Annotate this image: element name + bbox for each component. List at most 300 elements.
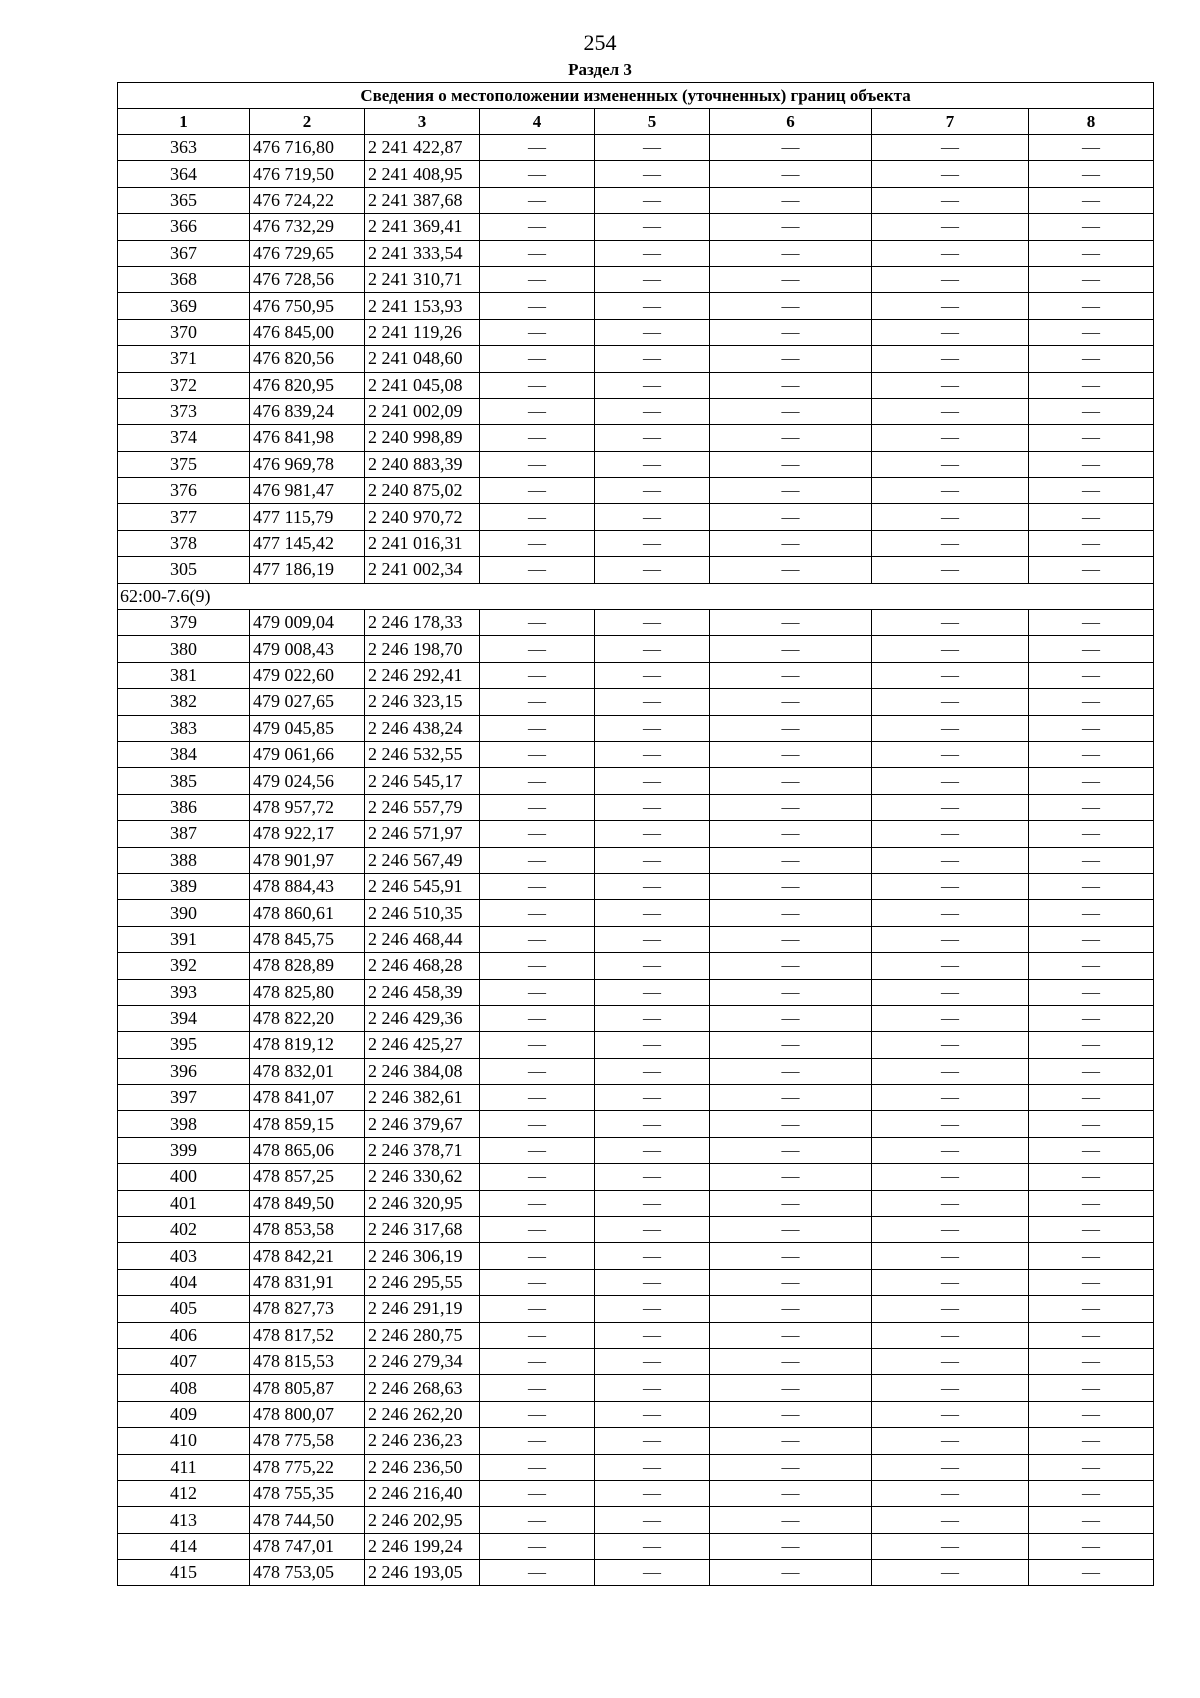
empty-value-cell: — (480, 451, 595, 477)
table-row (118, 372, 1154, 398)
empty-value-cell: — (595, 530, 710, 556)
table-row (118, 504, 1154, 530)
point-number-cell: 394 (118, 1005, 250, 1031)
empty-value-cell: — (595, 1560, 710, 1586)
y-coordinate-cell: 2 240 883,39 (365, 451, 480, 477)
empty-value-cell: — (872, 847, 1029, 873)
y-coordinate-cell: 2 241 369,41 (365, 214, 480, 240)
empty-value-cell: — (1029, 1428, 1154, 1454)
x-coordinate-cell: 477 145,42 (250, 530, 365, 556)
empty-value-cell: — (480, 1560, 595, 1586)
y-coordinate-cell: 2 246 571,97 (365, 821, 480, 847)
table-row (118, 926, 1154, 952)
empty-value-cell: — (595, 979, 710, 1005)
empty-value-cell: — (872, 1111, 1029, 1137)
empty-value-cell: — (872, 926, 1029, 952)
y-coordinate-cell: 2 246 468,28 (365, 953, 480, 979)
empty-value-cell: — (595, 1217, 710, 1243)
table-row (118, 1480, 1154, 1506)
empty-value-cell: — (595, 319, 710, 345)
table-row (118, 1560, 1154, 1586)
empty-value-cell: — (480, 530, 595, 556)
empty-value-cell: — (595, 1111, 710, 1137)
empty-value-cell: — (595, 662, 710, 688)
empty-value-cell: — (872, 214, 1029, 240)
y-coordinate-cell: 2 246 458,39 (365, 979, 480, 1005)
point-number-cell: 401 (118, 1190, 250, 1216)
point-number-cell: 404 (118, 1269, 250, 1295)
x-coordinate-cell: 476 716,80 (250, 135, 365, 161)
empty-value-cell: — (1029, 1507, 1154, 1533)
empty-value-cell: — (480, 1111, 595, 1137)
table-row (118, 1348, 1154, 1374)
empty-value-cell: — (595, 504, 710, 530)
table-row (118, 214, 1154, 240)
empty-value-cell: — (872, 610, 1029, 636)
column-header: 1 (118, 109, 250, 135)
table-row (118, 953, 1154, 979)
empty-value-cell: — (710, 873, 872, 899)
empty-value-cell: — (595, 1454, 710, 1480)
table-row (118, 1507, 1154, 1533)
empty-value-cell: — (480, 1428, 595, 1454)
empty-value-cell: — (480, 1137, 595, 1163)
y-coordinate-cell: 2 246 330,62 (365, 1164, 480, 1190)
x-coordinate-cell: 478 747,01 (250, 1533, 365, 1559)
empty-value-cell: — (595, 1533, 710, 1559)
empty-value-cell: — (1029, 662, 1154, 688)
empty-value-cell: — (872, 1401, 1029, 1427)
empty-value-cell: — (710, 319, 872, 345)
empty-value-cell: — (480, 1190, 595, 1216)
empty-value-cell: — (480, 1005, 595, 1031)
point-number-cell: 415 (118, 1560, 250, 1586)
empty-value-cell: — (595, 1243, 710, 1269)
empty-value-cell: — (595, 873, 710, 899)
table-row (118, 794, 1154, 820)
y-coordinate-cell: 2 246 382,61 (365, 1085, 480, 1111)
empty-value-cell: — (595, 135, 710, 161)
table-row (118, 873, 1154, 899)
table-row (118, 557, 1154, 583)
empty-value-cell: — (872, 1032, 1029, 1058)
empty-value-cell: — (595, 1375, 710, 1401)
table-row (118, 979, 1154, 1005)
y-coordinate-cell: 2 241 002,09 (365, 398, 480, 424)
empty-value-cell: — (480, 372, 595, 398)
empty-value-cell: — (710, 214, 872, 240)
empty-value-cell: — (1029, 979, 1154, 1005)
y-coordinate-cell: 2 246 236,50 (365, 1454, 480, 1480)
y-coordinate-cell: 2 246 323,15 (365, 689, 480, 715)
x-coordinate-cell: 478 901,97 (250, 847, 365, 873)
empty-value-cell: — (595, 610, 710, 636)
empty-value-cell: — (480, 636, 595, 662)
empty-value-cell: — (595, 715, 710, 741)
column-header: 7 (872, 109, 1029, 135)
empty-value-cell: — (595, 478, 710, 504)
empty-value-cell: — (710, 1375, 872, 1401)
empty-value-cell: — (1029, 1137, 1154, 1163)
x-coordinate-cell: 478 922,17 (250, 821, 365, 847)
table-header-row (118, 109, 1154, 135)
x-coordinate-cell: 476 728,56 (250, 266, 365, 292)
point-number-cell: 400 (118, 1164, 250, 1190)
empty-value-cell: — (595, 1296, 710, 1322)
x-coordinate-cell: 476 820,95 (250, 372, 365, 398)
point-number-cell: 374 (118, 425, 250, 451)
y-coordinate-cell: 2 246 295,55 (365, 1269, 480, 1295)
point-number-cell: 365 (118, 187, 250, 213)
empty-value-cell: — (710, 768, 872, 794)
table-row (118, 346, 1154, 372)
point-number-cell: 397 (118, 1085, 250, 1111)
empty-value-cell: — (872, 1533, 1029, 1559)
table-row (118, 1375, 1154, 1401)
empty-value-cell: — (595, 293, 710, 319)
empty-value-cell: — (480, 1217, 595, 1243)
point-number-cell: 391 (118, 926, 250, 952)
empty-value-cell: — (595, 1507, 710, 1533)
empty-value-cell: — (595, 372, 710, 398)
empty-value-cell: — (480, 1401, 595, 1427)
empty-value-cell: — (595, 398, 710, 424)
empty-value-cell: — (1029, 1296, 1154, 1322)
empty-value-cell: — (710, 610, 872, 636)
empty-value-cell: — (480, 1348, 595, 1374)
point-number-cell: 372 (118, 372, 250, 398)
empty-value-cell: — (1029, 161, 1154, 187)
empty-value-cell: — (710, 741, 872, 767)
table-row (118, 319, 1154, 345)
empty-value-cell: — (710, 926, 872, 952)
table-row (118, 135, 1154, 161)
empty-value-cell: — (1029, 873, 1154, 899)
empty-value-cell: — (480, 979, 595, 1005)
y-coordinate-cell: 2 246 178,33 (365, 610, 480, 636)
point-number-cell: 381 (118, 662, 250, 688)
empty-value-cell: — (595, 266, 710, 292)
table-row (118, 1296, 1154, 1322)
empty-value-cell: — (872, 1217, 1029, 1243)
empty-value-cell: — (1029, 214, 1154, 240)
y-coordinate-cell: 2 246 202,95 (365, 1507, 480, 1533)
table-row (118, 1085, 1154, 1111)
empty-value-cell: — (1029, 1111, 1154, 1137)
empty-value-cell: — (710, 953, 872, 979)
y-coordinate-cell: 2 241 048,60 (365, 346, 480, 372)
point-number-cell: 383 (118, 715, 250, 741)
point-number-cell: 384 (118, 741, 250, 767)
x-coordinate-cell: 479 024,56 (250, 768, 365, 794)
empty-value-cell: — (710, 689, 872, 715)
y-coordinate-cell: 2 246 429,36 (365, 1005, 480, 1031)
table-row (118, 161, 1154, 187)
table-row (118, 1190, 1154, 1216)
empty-value-cell: — (872, 319, 1029, 345)
x-coordinate-cell: 478 753,05 (250, 1560, 365, 1586)
empty-value-cell: — (872, 873, 1029, 899)
empty-value-cell: — (872, 900, 1029, 926)
y-coordinate-cell: 2 246 438,24 (365, 715, 480, 741)
empty-value-cell: — (1029, 504, 1154, 530)
x-coordinate-cell: 478 845,75 (250, 926, 365, 952)
empty-value-cell: — (595, 451, 710, 477)
empty-value-cell: — (872, 662, 1029, 688)
table-row (118, 530, 1154, 556)
x-coordinate-cell: 478 805,87 (250, 1375, 365, 1401)
empty-value-cell: — (480, 135, 595, 161)
empty-value-cell: — (480, 1507, 595, 1533)
empty-value-cell: — (1029, 478, 1154, 504)
empty-value-cell: — (1029, 187, 1154, 213)
point-number-cell: 396 (118, 1058, 250, 1084)
y-coordinate-cell: 2 246 379,67 (365, 1111, 480, 1137)
empty-value-cell: — (480, 398, 595, 424)
point-number-cell: 380 (118, 636, 250, 662)
x-coordinate-cell: 476 841,98 (250, 425, 365, 451)
empty-value-cell: — (595, 821, 710, 847)
y-coordinate-cell: 2 241 408,95 (365, 161, 480, 187)
x-coordinate-cell: 478 828,89 (250, 953, 365, 979)
empty-value-cell: — (480, 689, 595, 715)
x-coordinate-cell: 478 865,06 (250, 1137, 365, 1163)
x-coordinate-cell: 476 732,29 (250, 214, 365, 240)
section-title: Раздел 3 (568, 60, 632, 79)
empty-value-cell: — (480, 1085, 595, 1111)
empty-value-cell: — (480, 266, 595, 292)
table-row (118, 847, 1154, 873)
empty-value-cell: — (1029, 293, 1154, 319)
x-coordinate-cell: 479 022,60 (250, 662, 365, 688)
empty-value-cell: — (480, 900, 595, 926)
column-header: 3 (365, 109, 480, 135)
empty-value-cell: — (710, 1005, 872, 1031)
empty-value-cell: — (1029, 636, 1154, 662)
point-number-cell: 388 (118, 847, 250, 873)
empty-value-cell: — (1029, 768, 1154, 794)
empty-value-cell: — (872, 1269, 1029, 1295)
empty-value-cell: — (480, 1269, 595, 1295)
page-number: 254 (583, 30, 617, 55)
empty-value-cell: — (872, 240, 1029, 266)
table-row (118, 741, 1154, 767)
empty-value-cell: — (595, 1428, 710, 1454)
empty-value-cell: — (480, 847, 595, 873)
empty-value-cell: — (595, 1401, 710, 1427)
empty-value-cell: — (710, 398, 872, 424)
point-number-cell: 385 (118, 768, 250, 794)
y-coordinate-cell: 2 246 279,34 (365, 1348, 480, 1374)
point-number-cell: 411 (118, 1454, 250, 1480)
empty-value-cell: — (872, 398, 1029, 424)
y-coordinate-cell: 2 241 119,26 (365, 319, 480, 345)
x-coordinate-cell: 476 724,22 (250, 187, 365, 213)
empty-value-cell: — (872, 1428, 1029, 1454)
y-coordinate-cell: 2 246 193,05 (365, 1560, 480, 1586)
empty-value-cell: — (710, 1032, 872, 1058)
empty-value-cell: — (1029, 266, 1154, 292)
table-row (118, 1533, 1154, 1559)
table-row (118, 821, 1154, 847)
empty-value-cell: — (710, 293, 872, 319)
empty-value-cell: — (710, 1164, 872, 1190)
empty-value-cell: — (872, 187, 1029, 213)
y-coordinate-cell: 2 240 998,89 (365, 425, 480, 451)
x-coordinate-cell: 478 744,50 (250, 1507, 365, 1533)
x-coordinate-cell: 478 859,15 (250, 1111, 365, 1137)
empty-value-cell: — (480, 1322, 595, 1348)
empty-value-cell: — (1029, 821, 1154, 847)
empty-value-cell: — (710, 715, 872, 741)
empty-value-cell: — (872, 372, 1029, 398)
point-number-cell: 363 (118, 135, 250, 161)
x-coordinate-cell: 478 849,50 (250, 1190, 365, 1216)
empty-value-cell: — (1029, 1243, 1154, 1269)
y-coordinate-cell: 2 246 384,08 (365, 1058, 480, 1084)
empty-value-cell: — (480, 187, 595, 213)
empty-value-cell: — (1029, 1454, 1154, 1480)
x-coordinate-cell: 478 817,52 (250, 1322, 365, 1348)
empty-value-cell: — (1029, 346, 1154, 372)
empty-value-cell: — (595, 847, 710, 873)
point-number-cell: 364 (118, 161, 250, 187)
empty-value-cell: — (872, 478, 1029, 504)
empty-value-cell: — (1029, 530, 1154, 556)
y-coordinate-cell: 2 246 545,17 (365, 768, 480, 794)
empty-value-cell: — (872, 1480, 1029, 1506)
x-coordinate-cell: 478 842,21 (250, 1243, 365, 1269)
point-number-cell: 371 (118, 346, 250, 372)
empty-value-cell: — (595, 689, 710, 715)
empty-value-cell: — (480, 1533, 595, 1559)
empty-value-cell: — (872, 504, 1029, 530)
point-number-cell: 378 (118, 530, 250, 556)
empty-value-cell: — (710, 240, 872, 266)
table-row (118, 1005, 1154, 1031)
empty-value-cell: — (480, 1454, 595, 1480)
y-coordinate-cell: 2 246 545,91 (365, 873, 480, 899)
empty-value-cell: — (1029, 715, 1154, 741)
empty-value-cell: — (710, 1560, 872, 1586)
empty-value-cell: — (480, 346, 595, 372)
empty-value-cell: — (1029, 741, 1154, 767)
empty-value-cell: — (710, 1217, 872, 1243)
point-number-cell: 413 (118, 1507, 250, 1533)
table-row (118, 715, 1154, 741)
point-number-cell: 379 (118, 610, 250, 636)
empty-value-cell: — (1029, 1164, 1154, 1190)
x-coordinate-cell: 478 815,53 (250, 1348, 365, 1374)
y-coordinate-cell: 2 240 875,02 (365, 478, 480, 504)
point-number-cell: 366 (118, 214, 250, 240)
point-number-cell: 408 (118, 1375, 250, 1401)
y-coordinate-cell: 2 246 198,70 (365, 636, 480, 662)
table-row (118, 610, 1154, 636)
empty-value-cell: — (710, 557, 872, 583)
column-header: 8 (1029, 109, 1154, 135)
point-number-cell: 390 (118, 900, 250, 926)
empty-value-cell: — (872, 135, 1029, 161)
x-coordinate-cell: 478 860,61 (250, 900, 365, 926)
point-number-cell: 412 (118, 1480, 250, 1506)
empty-value-cell: — (872, 1296, 1029, 1322)
y-coordinate-cell: 2 241 422,87 (365, 135, 480, 161)
empty-value-cell: — (710, 1243, 872, 1269)
table-row (118, 398, 1154, 424)
empty-value-cell: — (480, 1164, 595, 1190)
empty-value-cell: — (872, 266, 1029, 292)
point-number-cell: 386 (118, 794, 250, 820)
empty-value-cell: — (595, 926, 710, 952)
x-coordinate-cell: 479 027,65 (250, 689, 365, 715)
empty-value-cell: — (480, 953, 595, 979)
empty-value-cell: — (872, 1164, 1029, 1190)
x-coordinate-cell: 478 841,07 (250, 1085, 365, 1111)
empty-value-cell: — (595, 1269, 710, 1295)
empty-value-cell: — (710, 1269, 872, 1295)
y-coordinate-cell: 2 241 387,68 (365, 187, 480, 213)
empty-value-cell: — (1029, 557, 1154, 583)
x-coordinate-cell: 478 884,43 (250, 873, 365, 899)
x-coordinate-cell: 479 061,66 (250, 741, 365, 767)
empty-value-cell: — (480, 1480, 595, 1506)
empty-value-cell: — (1029, 847, 1154, 873)
x-coordinate-cell: 478 857,25 (250, 1164, 365, 1190)
empty-value-cell: — (872, 794, 1029, 820)
table-row (118, 425, 1154, 451)
empty-value-cell: — (710, 161, 872, 187)
empty-value-cell: — (595, 425, 710, 451)
point-number-cell: 389 (118, 873, 250, 899)
empty-value-cell: — (710, 451, 872, 477)
x-coordinate-cell: 476 969,78 (250, 451, 365, 477)
empty-value-cell: — (1029, 794, 1154, 820)
table-row (118, 1322, 1154, 1348)
empty-value-cell: — (710, 530, 872, 556)
x-coordinate-cell: 478 775,58 (250, 1428, 365, 1454)
empty-value-cell: — (872, 557, 1029, 583)
point-number-cell: 305 (118, 557, 250, 583)
empty-value-cell: — (595, 240, 710, 266)
y-coordinate-cell: 2 246 306,19 (365, 1243, 480, 1269)
table-row (118, 240, 1154, 266)
empty-value-cell: — (595, 900, 710, 926)
x-coordinate-cell: 476 839,24 (250, 398, 365, 424)
empty-value-cell: — (872, 293, 1029, 319)
empty-value-cell: — (872, 161, 1029, 187)
empty-value-cell: — (872, 741, 1029, 767)
empty-value-cell: — (710, 1190, 872, 1216)
table-row (118, 1454, 1154, 1480)
empty-value-cell: — (872, 953, 1029, 979)
empty-value-cell: — (872, 451, 1029, 477)
x-coordinate-cell: 477 115,79 (250, 504, 365, 530)
table-row (118, 1243, 1154, 1269)
empty-value-cell: — (595, 557, 710, 583)
y-coordinate-cell: 2 246 510,35 (365, 900, 480, 926)
y-coordinate-cell: 2 246 320,95 (365, 1190, 480, 1216)
empty-value-cell: — (872, 768, 1029, 794)
empty-value-cell: — (480, 610, 595, 636)
empty-value-cell: — (595, 794, 710, 820)
empty-value-cell: — (710, 900, 872, 926)
x-coordinate-cell: 476 981,47 (250, 478, 365, 504)
empty-value-cell: — (710, 1322, 872, 1348)
empty-value-cell: — (480, 794, 595, 820)
point-number-cell: 407 (118, 1348, 250, 1374)
empty-value-cell: — (710, 1058, 872, 1084)
